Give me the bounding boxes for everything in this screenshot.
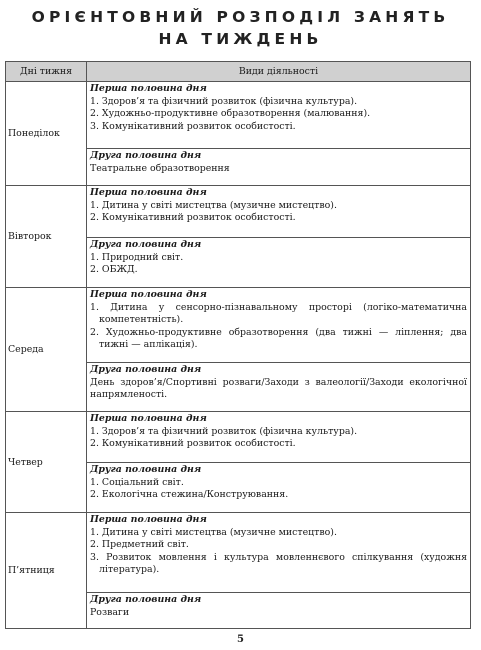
table-row (6, 82, 471, 149)
first-half-cell (87, 288, 471, 363)
list-item: 1. Здоров’я та фізичний розвиток (фізична культура). (90, 425, 358, 437)
first-half-cell (87, 82, 471, 149)
list-item: 2. Художньо-продуктивне образотворення (малювання). (90, 108, 371, 120)
list-item: 1. Соціальний світ. (90, 476, 184, 488)
list-item: 1. Дитина у сенсорно-пізнавальному просторі (логіко-математична компетентність). (90, 301, 467, 326)
table-row (6, 186, 471, 238)
second-half-label: Друга половина дня (90, 239, 202, 250)
weekly-schedule-table (5, 61, 471, 629)
first-half-cell (87, 513, 471, 593)
second-half-label: Друга половина дня (90, 594, 202, 605)
day-name: Понеділок (6, 82, 87, 186)
second-half-cell (87, 363, 471, 412)
list-item: 2. Екологічна стежина/Конструювання. (90, 489, 289, 501)
list-item: 2. Предметний світ. (90, 539, 189, 551)
list-item: 1. Здоров’я та фізичний розвиток (фізична культура). (90, 95, 358, 107)
table-header-row (6, 62, 471, 82)
first-half-label: Перша половина дня (90, 413, 207, 424)
list-item: 3. Комунікативний розвиток особистості. (90, 120, 296, 132)
first-half-cell (87, 186, 471, 238)
first-half-label: Перша половина дня (90, 187, 207, 198)
list-item: 1. Дитина у світі мистецтва (музичне мистецтво). (90, 199, 337, 211)
first-half-cell (87, 412, 471, 463)
table-row (6, 513, 471, 593)
list-item: 2. Комунікативний розвиток особистості. (90, 438, 296, 450)
list-item: 1. Природний світ. (90, 251, 184, 263)
first-half-label: Перша половина дня (90, 289, 207, 300)
list-item: 2. Художньо-продуктивне образотворення (два тижні — ліплення; два тижні — аплікація). (90, 326, 467, 351)
list-item: Розваги (90, 606, 130, 618)
list-item: 2. ОБЖД. (90, 264, 138, 276)
list-item: 3. Розвиток мовлення і культура мовленнєвого спілкування (художня література). (90, 551, 467, 576)
first-half-label: Перша половина дня (90, 83, 207, 94)
header-activities: Види діяльності (87, 62, 471, 82)
page-title-line-1: ОРІЄНТОВНИЙ РОЗПОДІЛ ЗАНЯТЬ (31, 8, 450, 26)
list-item: 1. Дитина у світі мистецтва (музичне мистецтво). (90, 526, 337, 538)
list-item: День здоров’я/Спортивні розваги/Заходи з валеології/Заходи екологічної напрямленості. (90, 376, 467, 401)
second-half-label: Друга половина дня (90, 464, 202, 475)
second-half-cell (87, 463, 471, 513)
second-half-label: Друга половина дня (90, 364, 202, 375)
table-row (6, 412, 471, 463)
day-name: П’ятниця (6, 513, 87, 629)
first-half-label: Перша половина дня (90, 514, 207, 525)
day-name: Вівторок (6, 186, 87, 288)
list-item: 2. Комунікативний розвиток особистості. (90, 212, 296, 224)
page-number: 5 (237, 634, 244, 645)
day-name: Четвер (6, 412, 87, 513)
table-row (6, 288, 471, 363)
second-half-label: Друга половина дня (90, 150, 202, 161)
header-days: Дні тижня (6, 62, 87, 82)
day-name: Середа (6, 288, 87, 412)
list-item: Театральне образотворення (90, 162, 230, 174)
page-title-line-2: НА ТИЖДЕНЬ (158, 30, 323, 48)
second-half-cell (87, 238, 471, 288)
second-half-cell (87, 593, 471, 629)
second-half-cell (87, 149, 471, 186)
